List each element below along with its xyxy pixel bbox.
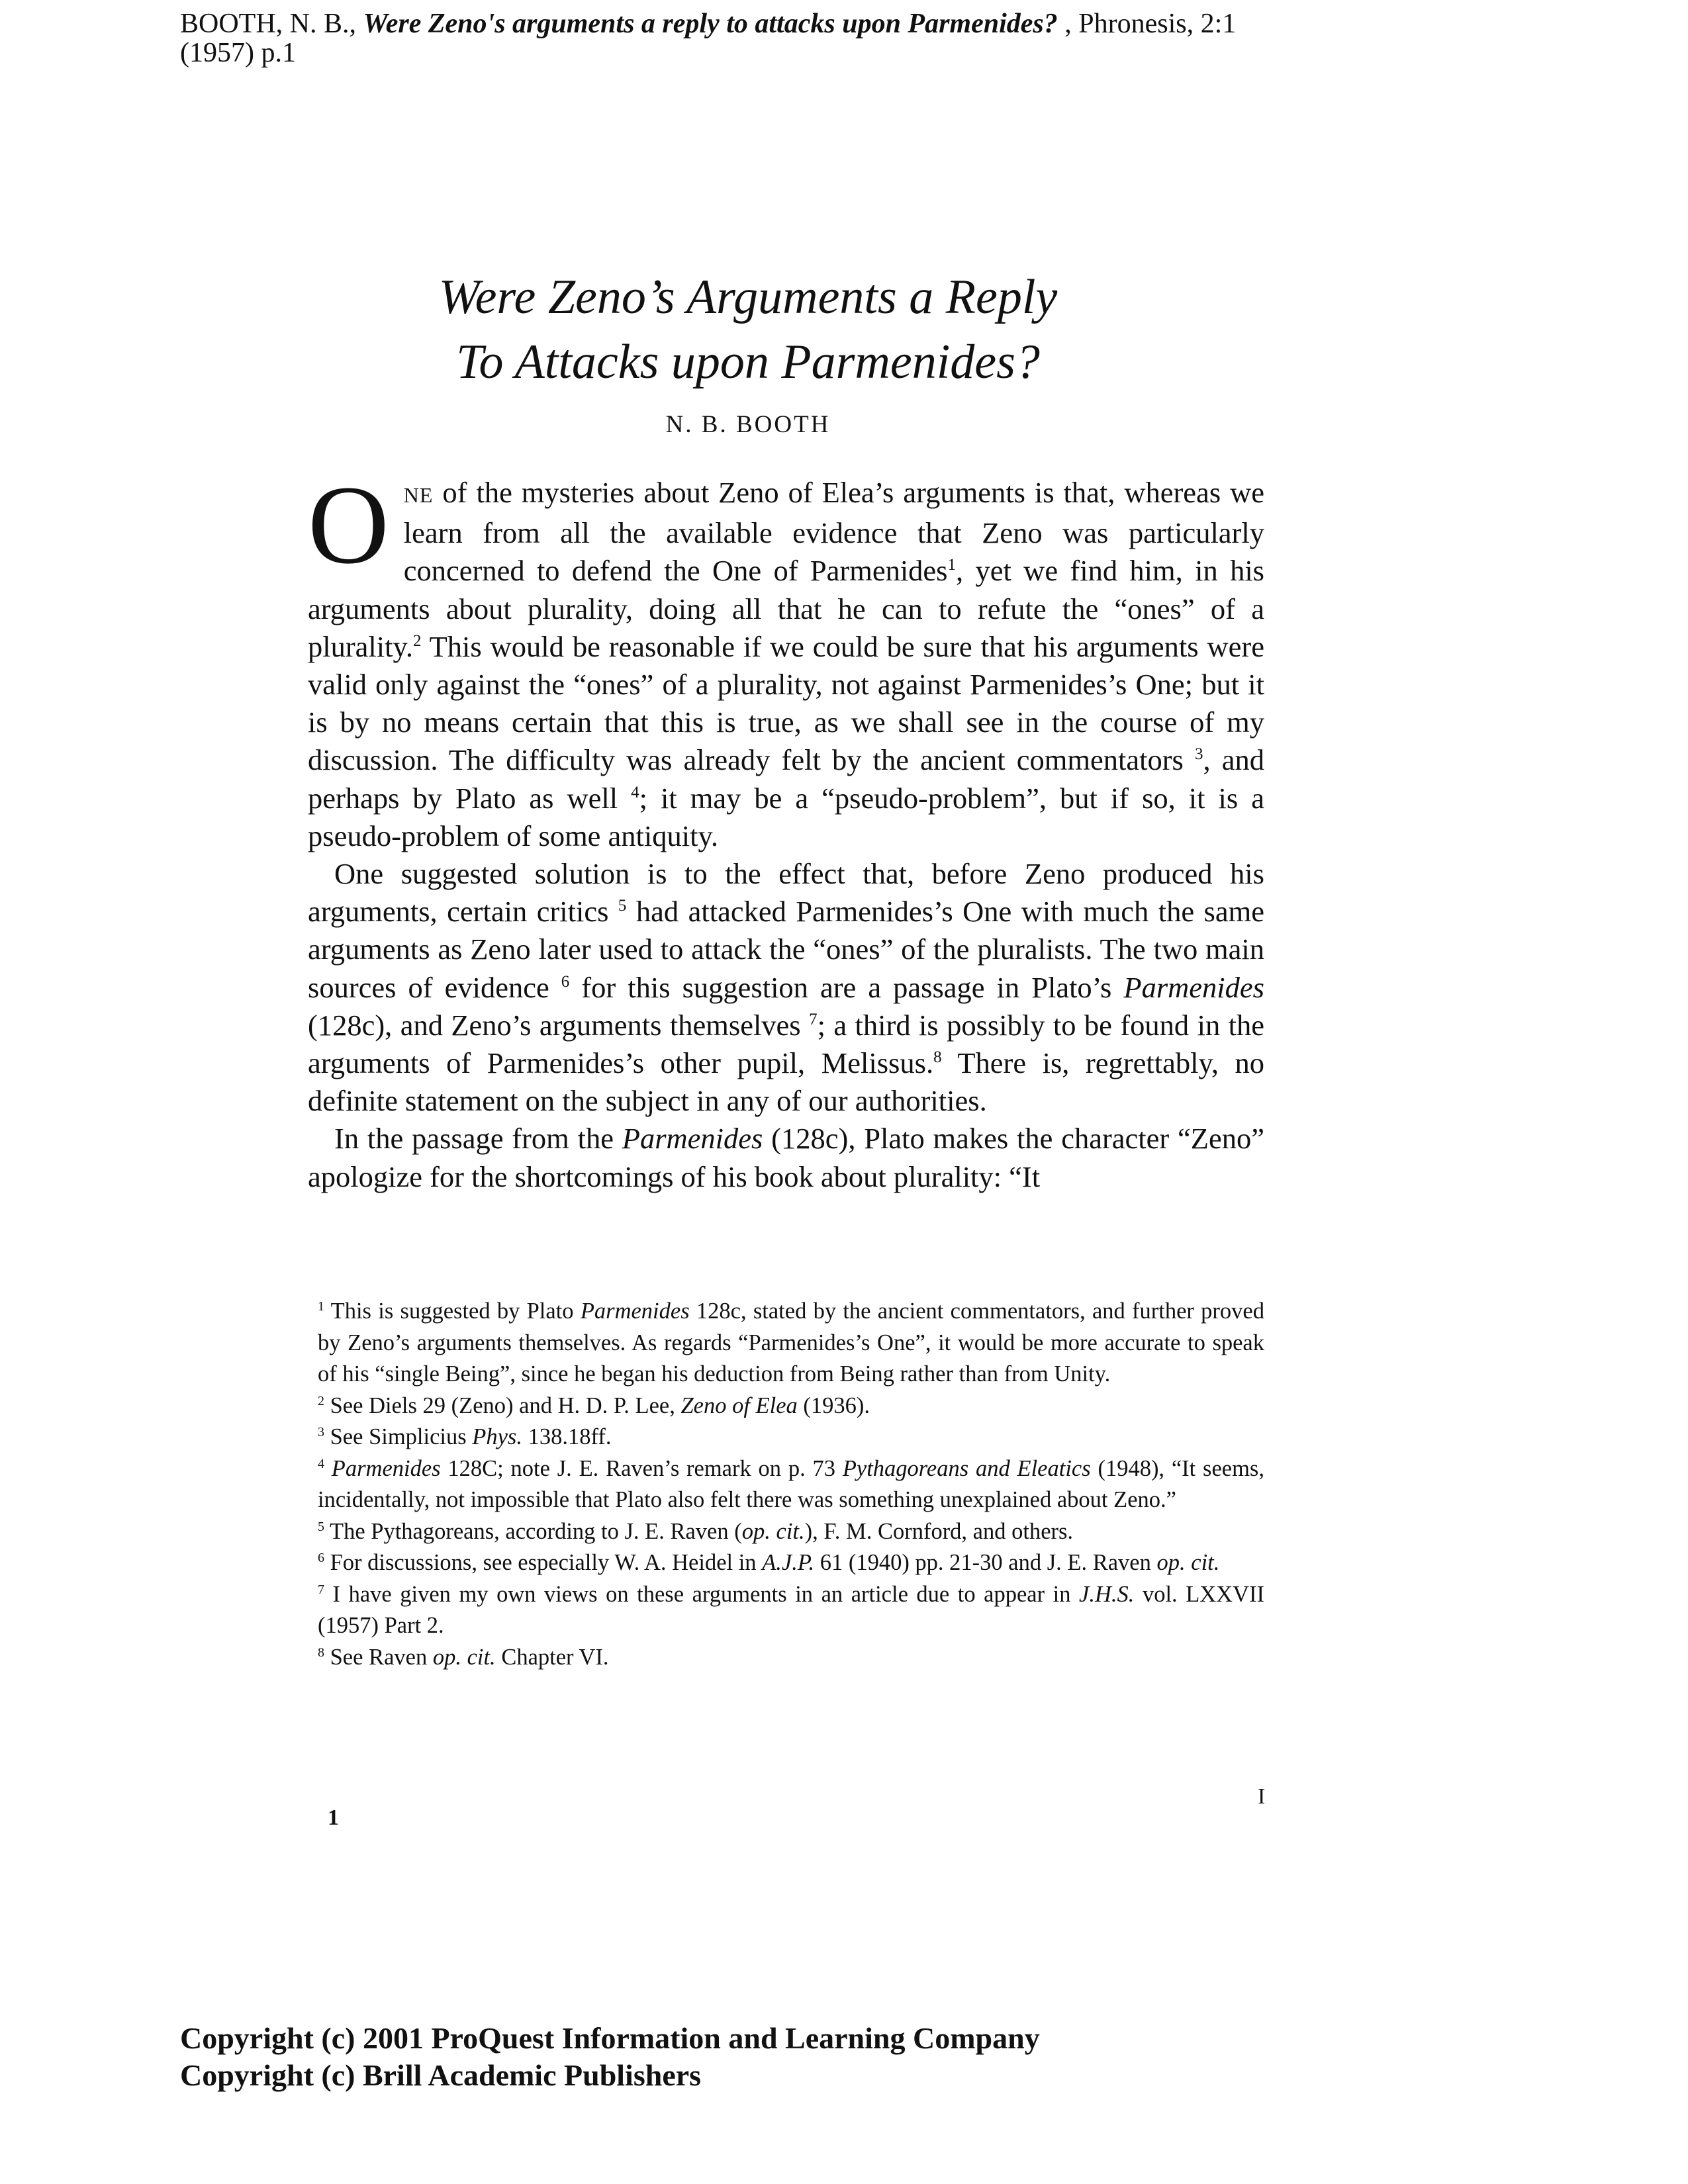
text-run: of the mysteries about Zeno of Elea’s arguments is that, whereas we learn from all the available evidence that Zeno was particularly concerned to defend the One of Parmenides [403, 476, 1264, 588]
italic-run: Parmenides [1123, 970, 1264, 1004]
text-run: 138.18ff. [522, 1424, 612, 1449]
text-run: for this suggestion are a passage in Plato’s [569, 970, 1124, 1004]
italic-run: Parmenides [324, 1455, 441, 1481]
footnote-ref[interactable]: 2 [413, 631, 422, 650]
footnote-8 [318, 1642, 1264, 1674]
text-run: (1948), “It seems, incidentally, not impossible that Plato also felt there was something unexplained about Zeno.” [318, 1455, 1264, 1512]
copyright-notice [180, 2020, 1040, 2094]
footnote-5 [318, 1516, 1264, 1548]
paragraph-1 [308, 463, 1264, 855]
text-run: vol. LXXVII (1957) Part 2. [318, 1581, 1264, 1638]
footnote-number: 5 [318, 1519, 324, 1534]
text-run: See Raven [324, 1644, 433, 1670]
text-run: ; it may be a “pseudo-problem”, but if so, it is a pseudo-problem of some antiquity. [308, 781, 1264, 852]
footnotes [318, 1296, 1264, 1673]
footnote-ref[interactable]: 4 [631, 783, 639, 801]
small-caps-lead: NE [403, 483, 434, 507]
footnote-1 [318, 1296, 1264, 1390]
citation-header [180, 9, 1305, 68]
text-run: (128c), Plato makes the character “Zeno” apologize for the shortcomings of his book about plurality: “It [308, 1122, 1264, 1193]
italic-run: Parmenides [622, 1122, 763, 1156]
text-run: , and perhaps by Plato as well [308, 743, 1264, 815]
italic-run: Parmenides [580, 1298, 690, 1324]
text-run: For discussions, see especially W. A. Heidel in [324, 1550, 763, 1575]
text-run: ), F. M. Cornford, and others. [804, 1518, 1074, 1544]
italic-run: Phys. [472, 1424, 522, 1449]
footnote-number: 8 [318, 1645, 324, 1660]
footnote-number: 6 [318, 1551, 324, 1565]
text-run: This would be reasonable if we could be sure that his arguments were valid only against the “ones” of a plurality, not against Parmenides’s One; but it is by no means certain that this is true, as we shall see in the course of my discussion. The difficulty was already felt by the ancient commentators [308, 629, 1264, 777]
footnote-ref[interactable]: 1 [947, 556, 957, 574]
text-run: One suggested solution is to the effect that, before Zeno produced his arguments, certain critics [308, 857, 1264, 929]
italic-run: op. cit. [1156, 1550, 1220, 1575]
footnote-number: 3 [318, 1425, 324, 1439]
italic-run: J.H.S. [1079, 1581, 1135, 1607]
italic-run: Zeno of Elea [680, 1392, 798, 1418]
citation-year-page: (1957) p.1 [180, 38, 296, 68]
footnote-number: 4 [318, 1456, 324, 1471]
footnote-7 [318, 1579, 1264, 1642]
text-run: 128c, stated by the ancient commentators, and further proved by Zeno’s arguments themselves. As regards “Parmenides’s One”, it would be more accurate to speak of his “single Being”, since he began his deduction from Being rather than from Unity. [318, 1298, 1264, 1387]
footnote-ref[interactable]: 5 [618, 897, 627, 915]
text-run: (1936). [797, 1392, 870, 1418]
article-title-line-1: Were Zeno’s Arguments a Reply [438, 270, 1058, 324]
text-run: 61 (1940) pp. 21-30 and J. E. Raven [814, 1550, 1157, 1575]
article-title [305, 265, 1192, 394]
text-run: See Simplicius [324, 1424, 473, 1449]
article-body [308, 463, 1265, 1196]
footnote-number: 1 [318, 1299, 324, 1314]
italic-run: A.J.P. [762, 1550, 815, 1575]
footnote-number: 2 [318, 1393, 324, 1408]
article-title-line-2: To Attacks upon Parmenides? [456, 335, 1040, 389]
text-run: Chapter VI. [495, 1644, 609, 1670]
italic-run: Pythagoreans and Eleatics [842, 1455, 1091, 1481]
footnote-ref[interactable]: 7 [809, 1010, 818, 1028]
citation-journal: , Phronesis, 2:1 [1057, 9, 1237, 39]
footnote-3 [318, 1422, 1264, 1453]
text-run: This is suggested by Plato [324, 1298, 581, 1324]
footnote-6 [318, 1547, 1264, 1579]
copyright-line-2: Copyright (c) Brill Academic Publishers [180, 2058, 702, 2092]
footnote-2 [318, 1390, 1264, 1422]
text-run: In the passage from the [334, 1122, 622, 1156]
drop-cap: O [308, 463, 389, 587]
copyright-line-1: Copyright (c) 2001 ProQuest Information and Learning Company [180, 2021, 1040, 2055]
footnote-ref[interactable]: 8 [933, 1048, 942, 1067]
page-number: 1 [328, 1805, 339, 1830]
italic-run: op. cit. [432, 1644, 496, 1670]
text-run: I have given my own views on these arguments in an article due to appear in [324, 1581, 1080, 1607]
article-author: N. B. BOOTH [665, 411, 831, 438]
text-run: See Diels 29 (Zeno) and H. D. P. Lee, [324, 1392, 681, 1418]
text-run: (128c), and Zeno’s arguments themselves [308, 1008, 810, 1042]
paragraph-2 [308, 855, 1264, 1120]
text-run: 128C; note J. E. Raven’s remark on p. 73 [440, 1455, 843, 1481]
citation-article-title: Were Zeno's arguments a reply to attacks upon Parmenides? [363, 9, 1058, 39]
footnote-4 [318, 1453, 1264, 1516]
text-run: ; a third is possibly to be found in the arguments of Parmenides’s other pupil, Melissus. [308, 1008, 1265, 1080]
footnote-number: 7 [318, 1582, 324, 1597]
footnote-ref[interactable]: 6 [561, 972, 570, 991]
paragraph-3 [308, 1120, 1264, 1195]
italic-run: op. cit. [741, 1518, 805, 1544]
text-run: had attacked Parmenides’s One with much the same arguments as Zeno later used to attack the “ones” of the pluralists. The two main sources of evidence [308, 895, 1264, 1004]
text-run: The Pythagoreans, according to J. E. Raven ( [324, 1518, 742, 1544]
footnote-ref[interactable]: 3 [1194, 745, 1203, 764]
citation-author: BOOTH, N. B., [180, 9, 363, 39]
text-run: , yet we find him, in his arguments about plurality, doing all that he can to refute the “ones” of a plurality. [308, 554, 1264, 663]
page-number-roman: I [1258, 1784, 1266, 1809]
text-run: There is, regrettably, no definite statement on the subject in any of our authorities. [308, 1046, 1264, 1118]
